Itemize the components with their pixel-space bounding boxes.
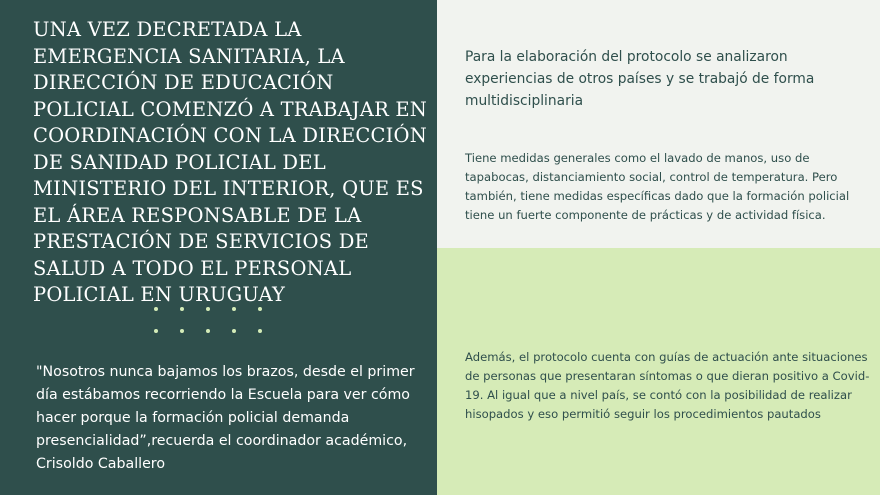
dot [232, 307, 236, 311]
protocol-paragraph: Además, el protocolo cuenta con guías de actuación ante situaciones de personas que presentaran síntomas o que dieran positivo a Covid-19. Al igual que a nivel país, se contó con la posibilidad de realizar hisopados y eso permitió seguir los procedimientos pautados [465, 350, 870, 421]
dot [154, 329, 158, 333]
dot [232, 329, 236, 333]
bottom-right-panel [437, 248, 880, 495]
quote-text: "Nosotros nunca bajamos los brazos, desde el primer día estábamos recorriendo la Escuela para ver cómo hacer porque la formación policial demanda presencialidad”,recuerda el coordinador académico, Crisoldo Caballero [36, 364, 415, 472]
dot [180, 329, 184, 333]
top-right-panel [437, 0, 880, 248]
dot [258, 329, 262, 333]
dot [180, 307, 184, 311]
dot [258, 307, 262, 311]
dot [154, 307, 158, 311]
headline: UNA VEZ DECRETADA LA EMERGENCIA SANITARIA, LA DIRECCIÓN DE EDUCACIÓN POLICIAL COMENZÓ A TRABAJAR EN COORDINACIÓN CON LA DIRECCIÓN DE SANIDAD POLICIAL DEL MINISTERIO DEL INTERIOR, QUE ES EL ÁREA RESPONSABLE DE LA PRESTACIÓN DE SERVICIOS DE SALUD A TODO EL PERSONAL POLICIAL EN URUGUAY [33, 18, 428, 306]
dot-pattern [143, 298, 273, 342]
intro-paragraph: Para la elaboración del protocolo se analizaron experiencias de otros países y se trabajó de forma multidisciplinaria [465, 49, 815, 109]
left-panel [0, 0, 437, 495]
measures-paragraph: Tiene medidas generales como el lavado de manos, uso de tapabocas, distanciamiento social, control de temperatura. Pero también, tiene medidas específicas dado que la formación policial tiene un fuerte componente de prácticas y de actividad física. [465, 151, 850, 222]
dot [206, 307, 210, 311]
dot [206, 329, 210, 333]
